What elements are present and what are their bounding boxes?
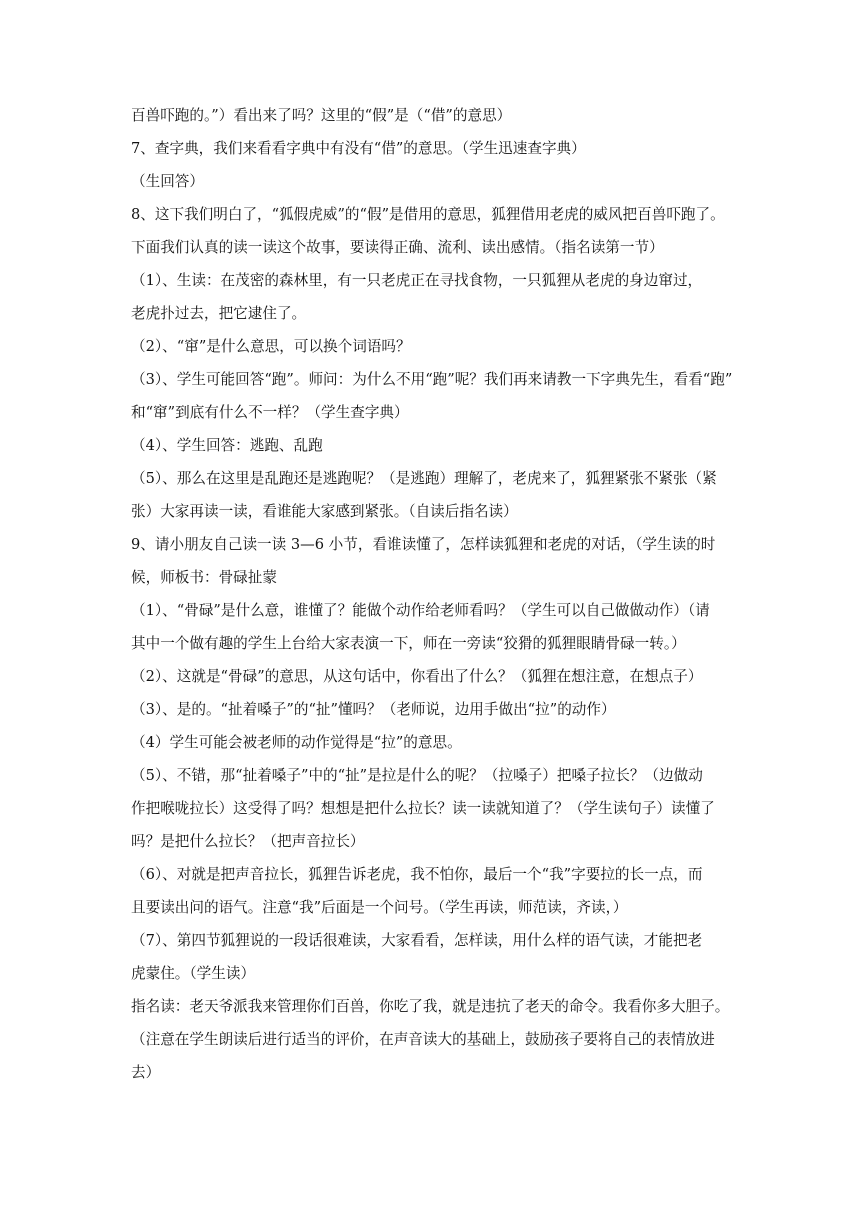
text-line: （7）、第四节狐狸说的一段话很难读，大家看看，怎样读，用什么样的语气读，才能把老 xyxy=(131,932,703,949)
text-line: 指名读：老天爷派我来管理你们百兽，你吃了我，就是违抗了老天的命令。我看你多大胆子。 xyxy=(131,998,730,1015)
text-line: 和“窜”到底有什么不一样？（学生查字典） xyxy=(131,404,409,421)
text-line: （2）、这就是“骨碌”的意思，从这句话中，你看出了什么？（狐狸在想注意，在想点子） xyxy=(131,668,703,685)
text-line: （5）、那么在这里是乱跑还是逃跑呢？（是逃跑）理解了，老虎来了，狐狸紧张不紧张（紧 xyxy=(131,470,717,487)
text-line: 吗？是把什么拉长？（把声音拉长） xyxy=(131,833,365,850)
text-line: 下面我们认真的读一读这个故事，要读得正确、流利、读出感情。（指名读第一节） xyxy=(131,239,664,256)
text-line: （注意在学生朗读后进行适当的评价，在声音读大的基础上，鼓励孩子要将自己的表情放进 xyxy=(131,1031,715,1048)
text-line: （2）、“窜”是什么意思，可以换个词语吗？ xyxy=(131,338,411,355)
text-line: （5）、不错，那“扯着嗓子”中的“扯”是拉是什么的呢？（拉嗓子）把嗓子拉长？（边做动 xyxy=(131,767,703,784)
text-line: 7、查字典，我们来看看字典中有没有“借”的意思。（学生迅速查字典） xyxy=(131,140,586,157)
text-line: （3）、学生可能回答“跑”。师问：为什么不用“跑”呢？我们再来请教一下字典先生，看看“跑” xyxy=(131,371,733,388)
document-body xyxy=(131,107,741,1082)
text-line: （6）、对就是把声音拉长，狐狸告诉老虎，我不怕你，最后一个“我”字要拉的长一点，而 xyxy=(131,866,703,883)
text-line: （1）、生读：在茂密的森林里，有一只老虎正在寻找食物，一只狐狸从老虎的身边窜过， xyxy=(131,272,703,289)
text-line: 老虎扑过去，把它逮住了。 xyxy=(131,305,307,322)
text-line: 且要读出问的语气。注意“我”后面是一个问号。（学生再读，师范读，齐读，） xyxy=(131,899,628,916)
text-line: 9、请小朋友自己读一读 3—6 小节，看谁读懂了，怎样读狐狸和老虎的对话，（学生读的时 xyxy=(131,536,716,553)
text-line: 去） xyxy=(131,1064,161,1081)
text-line: 其中一个做有趣的学生上台给大家表演一下，师在一旁读“狡猾的狐狸眼睛骨碌一转。） xyxy=(131,635,686,652)
text-line: 候，师板书：骨碌扯蒙 xyxy=(131,569,277,586)
text-line: 张）大家再读一读，看谁能大家感到紧张。（自读后指名读） xyxy=(131,503,518,520)
text-line: （生回答） xyxy=(131,173,204,190)
text-line: （4）学生可能会被老师的动作觉得是“拉”的意思。 xyxy=(131,734,462,751)
text-line: 作把喉咙拉长）这受得了吗？想想是把什么拉长？读一读就知道了？（学生读句子）读懂了 xyxy=(131,800,715,817)
text-line: （4）、学生回答：逃跑、乱跑 xyxy=(131,437,323,454)
text-line: （1）、“骨碌”是什么意，谁懂了？能做个动作给老师看吗？（学生可以自己做做动作）（请 xyxy=(131,602,710,619)
text-line: 虎蒙住。（学生读） xyxy=(131,965,256,982)
text-line: 8、这下我们明白了，“狐假虎威”的“假”是借用的意思，狐狸借用老虎的威风把百兽吓跑了。 xyxy=(131,206,725,223)
text-line: 百兽吓跑的。”）看出来了吗？这里的“假”是（“借”的意思） xyxy=(131,107,512,124)
text-line: （3）、是的。“扯着嗓子”的“扯”懂吗？（老师说，边用手做出“拉”的动作） xyxy=(131,701,616,718)
